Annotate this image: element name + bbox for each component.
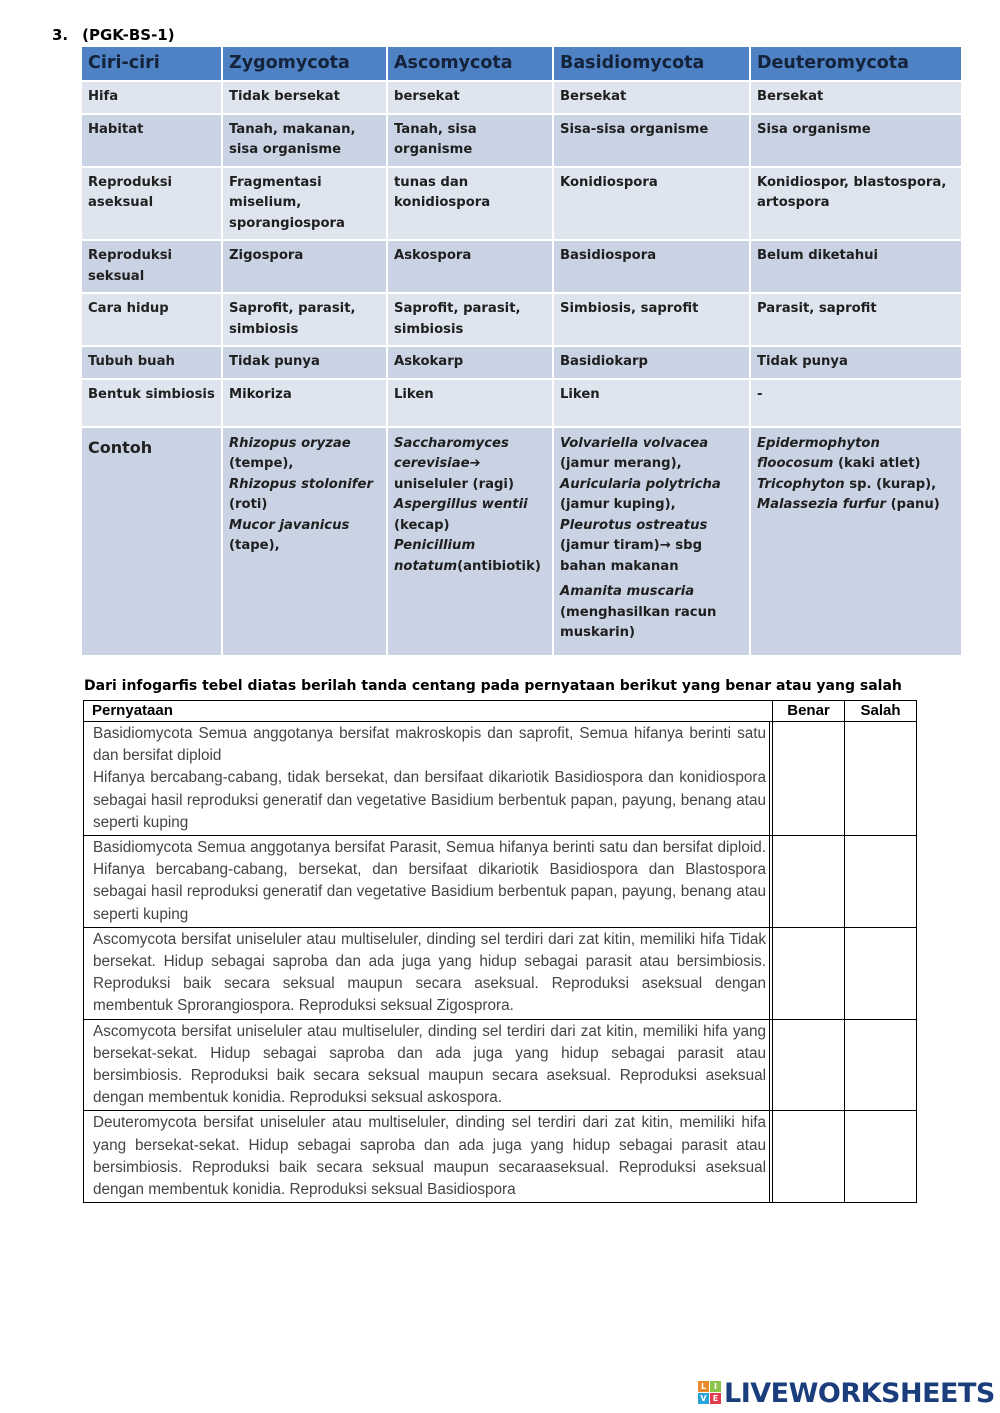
row-habitat	[82, 114, 962, 167]
header-ciri: Ciri-ciri	[82, 47, 222, 81]
row-label: Tubuh buah	[82, 346, 222, 379]
info-header-row	[82, 47, 962, 81]
species-name: Auricularia polytricha	[560, 476, 721, 492]
cell-zygomycota: Fragmentasi miselium, sporangiospora	[222, 167, 387, 241]
species-name: Volvariella volvacea	[560, 435, 709, 451]
row-label: Reproduksi seksual	[82, 240, 222, 293]
salah-checkbox[interactable]	[845, 1019, 917, 1111]
statement-row	[84, 1111, 917, 1203]
statement-text: Hifanya bercabang-cabang, tidak bersekat, dan bersifaat dikariotik Basidiospora dan konidiospora sebagai hasil reproduksi generatif dan vegetative Basidium berbentuk papan, payung, benang atau seperti kuping	[93, 769, 766, 831]
row-label: Contoh	[82, 427, 222, 656]
salah-checkbox[interactable]	[845, 927, 917, 1019]
salah-checkbox[interactable]	[845, 1111, 917, 1203]
statement-cell	[84, 1019, 773, 1111]
liveworksheets-logo	[698, 1378, 995, 1408]
row-reproduksi-seksual	[82, 240, 962, 293]
cell-deuteromycota	[750, 427, 962, 656]
statement-row	[84, 836, 917, 928]
statement-cell	[84, 836, 773, 928]
row-tubuh-buah	[82, 346, 962, 379]
logo-tile: L	[698, 1381, 709, 1392]
species-note: (antibiotik)	[457, 558, 541, 574]
benar-checkbox[interactable]	[773, 722, 845, 836]
cell-deuteromycota: Sisa organisme	[750, 114, 962, 167]
question-number: 3.	[52, 26, 69, 44]
statement-cell	[84, 1111, 773, 1203]
row-cara-hidup	[82, 293, 962, 346]
header-salah: Salah	[845, 701, 917, 722]
cell-zygomycota: Tidak bersekat	[222, 81, 387, 114]
species-name: Rhizopus stolonifer	[229, 476, 373, 492]
fungi-info-table	[82, 47, 962, 657]
species-note: (tempe),	[229, 456, 294, 471]
header-basidiomycota: Basidiomycota	[553, 47, 750, 81]
species-note: (jamur merang),	[560, 456, 682, 471]
species-name: Amanita muscaria	[560, 584, 695, 599]
salah-checkbox[interactable]	[845, 722, 917, 836]
cell-zygomycota: Zigospora	[222, 240, 387, 293]
species-note: sp. (kurap),	[849, 476, 937, 492]
cell-deuteromycota: Parasit, saprofit	[750, 293, 962, 346]
cell-basidiomycota: Liken	[553, 379, 750, 427]
species-name: Aspergillus wentii	[394, 497, 528, 512]
header-pernyataan: Pernyataan	[84, 701, 773, 722]
cell-ascomycota: tunas dan konidiospora	[387, 167, 553, 241]
row-reproduksi-aseksual	[82, 167, 962, 241]
arrow-icon: ➔	[469, 456, 481, 471]
statement-row	[84, 1019, 917, 1111]
header-zygomycota: Zygomycota	[222, 47, 387, 81]
cell-basidiomycota	[553, 427, 750, 656]
cell-deuteromycota: Belum diketahui	[750, 240, 962, 293]
benar-checkbox[interactable]	[773, 1111, 845, 1203]
logo-tile: E	[710, 1393, 721, 1404]
cell-zygomycota: Saprofit, parasit, simbiosis	[222, 293, 387, 346]
benar-checkbox[interactable]	[773, 836, 845, 928]
header-ascomycota: Ascomycota	[387, 47, 553, 81]
header-deuteromycota: Deuteromycota	[750, 47, 962, 81]
cell-ascomycota: Liken	[387, 379, 553, 427]
cell-ascomycota: Askospora	[387, 240, 553, 293]
species-name: Saccharomyces cerevisiae	[394, 435, 509, 471]
species-name: Pleurotus ostreatus	[560, 517, 708, 533]
cell-deuteromycota: -	[750, 379, 962, 427]
instruction-text: Dari infogarfis tebel diatas berilah tanda centang pada pernyataan berikut yang benar atau yang salah	[84, 678, 902, 694]
cell-basidiomycota: Bersekat	[553, 81, 750, 114]
cell-deuteromycota: Konidiospor, blastospora, artospora	[750, 167, 962, 241]
statement-header-row	[84, 701, 917, 722]
statement-cell	[84, 927, 773, 1019]
row-label: Reproduksi aseksual	[82, 167, 222, 241]
statement-row	[84, 722, 917, 836]
statement-text: Ascomycota bersifat uniseluler atau multiseluler, dinding sel terdiri dari zat kitin, memiliki hifa Tidak bersekat. Hidup sebagai saproba dan ada juga yang hidup sebagai parasit atau bersimbiosis. Reproduksi baik secara seksual maupun secara aseksual. Reproduksi aseksual dengan membentuk Sprorangiospora. Reproduksi seksual Zigosprora.	[93, 930, 766, 1015]
logo-tile: V	[698, 1393, 709, 1404]
cell-zygomycota	[222, 427, 387, 656]
row-label: Cara hidup	[82, 293, 222, 346]
species-name: Rhizopus oryzae	[229, 435, 351, 451]
cell-basidiomycota: Sisa-sisa organisme	[553, 114, 750, 167]
species-note: (panu)	[890, 497, 940, 512]
question-heading	[52, 26, 175, 44]
statement-text: Basidiomycota Semua anggotanya bersifat makroskopis dan saprofit, Semua hifanya berinti satu dan bersifat diploid	[93, 725, 766, 765]
benar-checkbox[interactable]	[773, 1019, 845, 1111]
header-benar: Benar	[773, 701, 845, 722]
cell-basidiomycota: Konidiospora	[553, 167, 750, 241]
species-note: (roti)	[229, 497, 268, 512]
species-note: uniseluler (ragi)	[394, 476, 514, 492]
species-note: (kecap)	[394, 517, 450, 533]
logo-tile: I	[710, 1381, 721, 1392]
species-name: Epidermophyton floocosum	[757, 435, 880, 471]
species-note: (jamur tiram)→ sbg bahan makanan	[560, 538, 703, 574]
cell-ascomycota: Tanah, sisa organisme	[387, 114, 553, 167]
species-name: Mucor javanicus	[229, 517, 350, 533]
statement-cell	[84, 722, 773, 836]
row-label: Hifa	[82, 81, 222, 114]
statement-row	[84, 927, 917, 1019]
benar-checkbox[interactable]	[773, 927, 845, 1019]
species-note: (jamur kuping),	[560, 497, 676, 512]
row-label: Habitat	[82, 114, 222, 167]
statement-table	[83, 700, 916, 1203]
cell-basidiomycota: Basidiospora	[553, 240, 750, 293]
cell-zygomycota: Tanah, makanan, sisa organisme	[222, 114, 387, 167]
species-name: Penicillium notatum	[394, 538, 476, 574]
cell-deuteromycota: Tidak punya	[750, 346, 962, 379]
row-bentuk-simbiosis	[82, 379, 962, 427]
question-code: (PGK-BS-1)	[82, 26, 175, 44]
salah-checkbox[interactable]	[845, 836, 917, 928]
cell-ascomycota	[387, 427, 553, 656]
species-name: Tricophyton	[757, 476, 845, 492]
cell-zygomycota: Mikoriza	[222, 379, 387, 427]
species-note: (kaki atlet)	[837, 456, 921, 471]
row-contoh	[82, 427, 962, 656]
statement-text: Ascomycota bersifat uniseluler atau multiseluler, dinding sel terdiri dari zat kitin, memiliki hifa yang bersekat-sekat. Hidup sebagai saproba dan ada juga yang hidup sebagai parasit atau bersimbiosis. Reproduksi baik secara seksual maupun secara aseksual. Reproduksi aseksual dengan membentuk konidia. Reproduksi seksual askospora.	[93, 1022, 766, 1107]
cell-zygomycota: Tidak punya	[222, 346, 387, 379]
cell-deuteromycota: Bersekat	[750, 81, 962, 114]
row-hifa	[82, 81, 962, 114]
cell-basidiomycota: Simbiosis, saprofit	[553, 293, 750, 346]
liveworksheets-logo-icon	[698, 1381, 722, 1405]
cell-ascomycota: bersekat	[387, 81, 553, 114]
logo-text: LIVEWORKSHEETS	[724, 1377, 995, 1409]
cell-basidiomycota: Basidiokarp	[553, 346, 750, 379]
species-note: (tape),	[229, 538, 280, 553]
row-label: Bentuk simbiosis	[82, 379, 222, 427]
statement-text: Basidiomycota Semua anggotanya bersifat Parasit, Semua hifanya berinti satu dan bersifat diploid. Hifanya bercabang-cabang, bersekat, dan bersifaat dikariotik Basidiospora dan Blastospora sebagai hasil reproduksi generatif dan vegetative Basidium berbentuk papan, payung, benang atau seperti kuping	[93, 839, 766, 923]
species-note: (menghasilkan racun muskarin)	[560, 604, 717, 640]
statement-text: Deuteromycota bersifat uniseluler atau multiseluler, dinding sel terdiri dari zat kitin, memiliki hifa yang bersekat-sekat. Hidup sebagai saproba dan ada juga yang hidup sebagai parasit atau bersimbiosis. Reproduksi baik secara seksual maupun secaraaseksual. Reproduksi aseksual dengan membentuk konidia. Reproduksi seksual Basidiospora	[93, 1114, 766, 1199]
species-name: Malassezia furfur	[757, 497, 887, 512]
cell-ascomycota: Saprofit, parasit, simbiosis	[387, 293, 553, 346]
cell-ascomycota: Askokarp	[387, 346, 553, 379]
